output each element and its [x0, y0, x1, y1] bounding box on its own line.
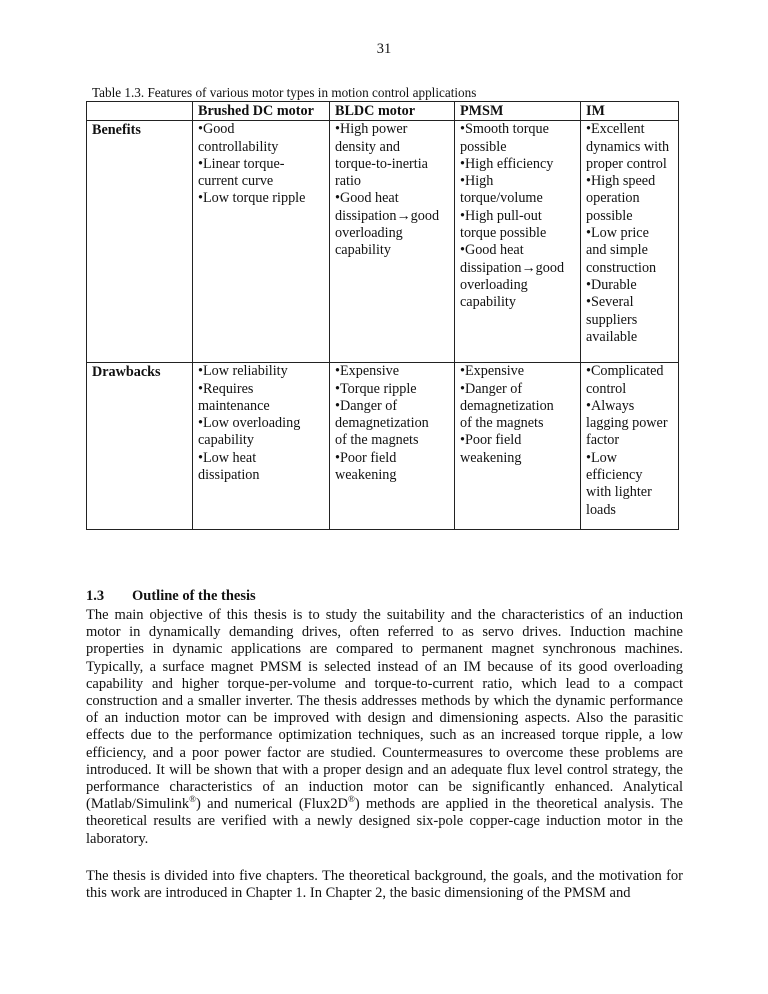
cell-line: •High pull-out: [460, 207, 542, 224]
column-header: IM: [581, 102, 679, 121]
paragraph-text: ) methods are applied in the theoretical analysis. The theoretical results are verified with a newly designed six-pole copper-cage induction motor in the laboratory.: [86, 796, 683, 847]
cell-line: •High power: [335, 121, 408, 138]
cell-line: torque/volume: [460, 190, 543, 207]
cell-line: •Good heat: [335, 190, 399, 207]
cell-line: ratio: [335, 173, 361, 190]
cell-line: construction: [586, 259, 657, 276]
section-heading: [86, 588, 256, 605]
table-cell: [455, 121, 581, 363]
cell-line: proper control: [586, 155, 667, 172]
table-caption: Table 1.3. Features of various motor types in motion control applications: [92, 85, 477, 100]
cell-line: •Several: [586, 294, 634, 311]
cell-line: factor: [586, 432, 620, 449]
column-header: PMSM: [455, 102, 581, 121]
cell-line: with lighter: [586, 484, 652, 501]
table-cell: [581, 121, 679, 363]
row-header: Drawbacks: [87, 363, 193, 530]
cell-line: •Torque ripple: [335, 380, 417, 397]
cell-line: dissipation→good: [335, 207, 440, 224]
section-number: 1.3: [86, 588, 105, 604]
cell-line: operation: [586, 190, 640, 207]
cell-line: •Good: [198, 121, 235, 138]
table-cell: [193, 121, 330, 363]
cell-line: •High efficiency: [460, 155, 554, 172]
cell-line: controllability: [198, 138, 279, 155]
table-cell: [193, 363, 330, 530]
cell-line: •Good heat: [460, 242, 524, 259]
table-header-row: [87, 102, 679, 121]
cell-line: available: [586, 328, 638, 345]
cell-line: dissipation→good: [460, 259, 565, 276]
cell-line: and simple: [586, 242, 648, 259]
paragraph-text: ) and numerical (Flux2D: [195, 796, 348, 813]
cell-line: possible: [460, 138, 507, 155]
cell-line: control: [586, 380, 627, 397]
cell-line: demagnetization: [460, 397, 554, 414]
cell-line: lagging power: [586, 415, 668, 432]
cell-line: capability: [198, 432, 254, 449]
cell-line: capability: [460, 294, 516, 311]
motor-features-table: [86, 101, 679, 530]
cell-line: demagnetization: [335, 415, 429, 432]
cell-line: •Excellent: [586, 121, 645, 138]
cell-line: dynamics with: [586, 138, 670, 155]
table-cell: [455, 363, 581, 530]
cell-line: •Always: [586, 397, 635, 414]
cell-line: •Requires: [198, 380, 254, 397]
cell-line: dissipation: [198, 467, 260, 484]
registered-mark: ®: [347, 794, 355, 805]
cell-line: •High: [460, 173, 494, 190]
row-header: Benefits: [87, 121, 193, 363]
cell-line: of the magnets: [460, 415, 544, 432]
table-row: [87, 363, 679, 530]
table-cell: [330, 363, 455, 530]
cell-line: overloading: [460, 276, 528, 293]
cell-line: torque-to-inertia: [335, 155, 428, 172]
table-cell: [330, 121, 455, 363]
cell-line: •Low overloading: [198, 415, 301, 432]
registered-mark: ®: [189, 794, 196, 805]
cell-line: •Expensive: [335, 363, 400, 380]
cell-line: •Low heat: [198, 449, 257, 466]
cell-line: •High speed: [586, 173, 656, 190]
cell-line: capability: [335, 242, 391, 259]
cell-line: •Linear torque-: [198, 155, 285, 172]
body-paragraph: [86, 607, 683, 848]
cell-line: •Expensive: [460, 363, 525, 380]
cell-line: •Low reliability: [198, 363, 288, 380]
cell-line: •Danger of: [460, 380, 523, 397]
cell-line: of the magnets: [335, 432, 419, 449]
cell-line: suppliers: [586, 311, 638, 328]
cell-line: current curve: [198, 173, 274, 190]
cell-line: maintenance: [198, 397, 270, 414]
section-title: Outline of the thesis: [132, 588, 256, 604]
column-header: BLDC motor: [330, 102, 455, 121]
cell-line: weakening: [460, 449, 522, 466]
cell-line: •Poor field: [335, 449, 397, 466]
cell-line: •Low price: [586, 225, 649, 242]
cell-line: possible: [586, 207, 633, 224]
table-cell: [581, 363, 679, 530]
cell-line: torque possible: [460, 225, 547, 242]
cell-line: overloading: [335, 225, 403, 242]
cell-line: •Low: [586, 449, 617, 466]
cell-line: loads: [586, 501, 616, 518]
body-paragraph: The thesis is divided into five chapters. The theoretical background, the goals, and the motivation for this work are introduced in Chapter 1. In Chapter 2, the basic dimensioning of the PMSM and: [86, 868, 683, 902]
cell-line: •Smooth torque: [460, 121, 549, 138]
page-number: 31: [376, 41, 392, 57]
cell-line: density and: [335, 138, 401, 155]
cell-line: •Danger of: [335, 397, 398, 414]
paragraph-text: The main objective of this thesis is to study the suitability and the characteristics of an induction motor in dynamically demanding drives, often referred to as servo drives. Induction machine properties in dynamic applications are compared to permanent magnet synchronous machines. Typically, a surface magnet PMSM is selected instead of an IM because of its good overloading capability and higher torque-per-volume and torque-to-current ratio, which lead to a compact construction and a smaller inverter. The thesis addresses methods by which the dynamic performance of an induction motor can be improved with design and dimensioning aspects. Also the parasitic effects due to the performance optimization techniques, such as an increased torque ripple, a low efficiency, and a poor power factor are studied. Countermeasures to overcome these problems are introduced. It will be shown that with a proper design and an adequate flux level control strategy, the performance characteristics of an induction motor can be significantly enhanced. Analytical (Matlab/Simulink: [86, 607, 683, 813]
cell-line: •Poor field: [460, 432, 522, 449]
cell-line: •Complicated: [586, 363, 664, 380]
column-header: Brushed DC motor: [193, 102, 330, 121]
corner-cell: [87, 102, 193, 121]
table-row: [87, 121, 679, 363]
cell-line: •Low torque ripple: [198, 190, 306, 207]
cell-line: efficiency: [586, 467, 643, 484]
cell-line: weakening: [335, 467, 397, 484]
cell-line: •Durable: [586, 276, 637, 293]
